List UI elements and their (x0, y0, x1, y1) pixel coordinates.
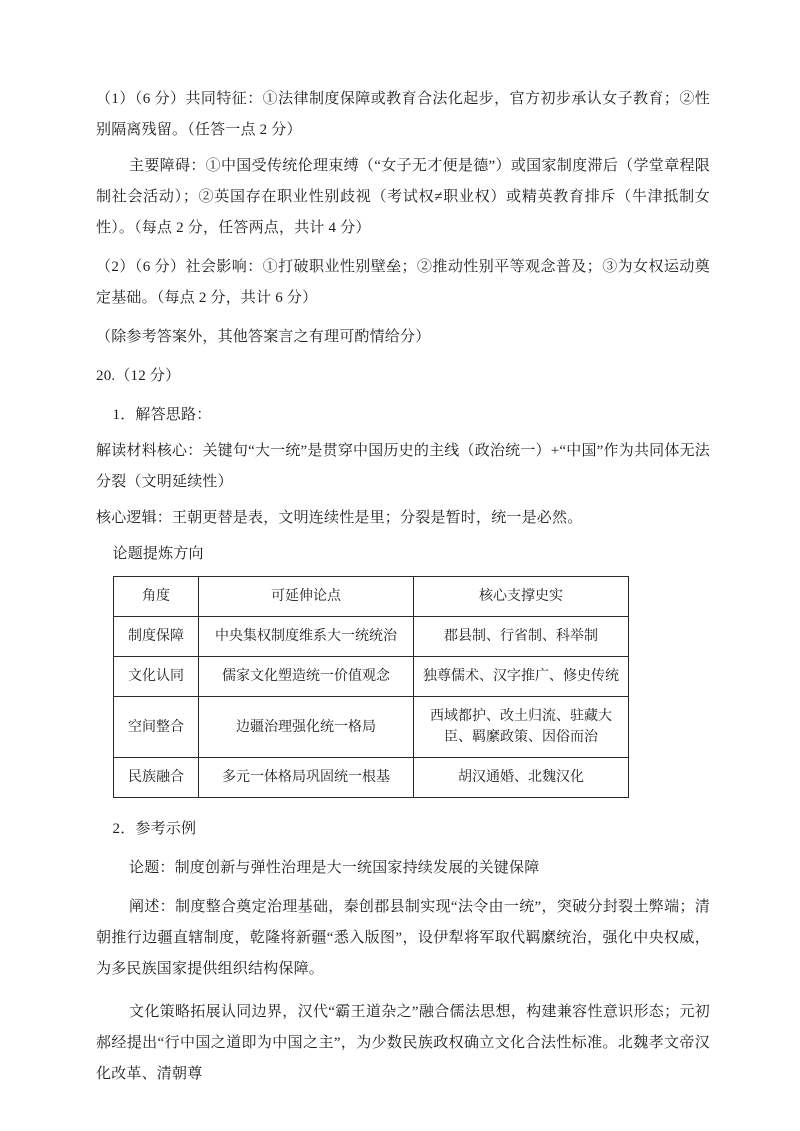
table-cell: 西域都护、改土归流、驻藏大臣、羁縻政策、因俗而治 (414, 697, 629, 758)
question-20-heading: 20.（12 分） (96, 368, 181, 384)
table-cell: 儒家文化塑造统一价值观念 (199, 657, 414, 697)
table-cell: 民族融合 (114, 758, 199, 798)
exposition-paragraph-2: 文化策略拓展认同边界，汉代“霸王道杂之”融合儒法思想，构建兼容性意识形态；元初郝经提出“行中国之道即为中国之主”，为少数民族政权确立文化合法性标准。北魏孝文帝汉化改革、清朝尊 (96, 1004, 710, 1082)
table-header-extended-point: 可延伸论点 (199, 577, 414, 617)
section-2-heading: 2．参考示例 (112, 821, 197, 837)
table-row (114, 617, 629, 657)
table-header-row (114, 577, 629, 617)
table-cell: 胡汉通婚、北魏汉化 (414, 758, 629, 798)
table-cell: 郡县制、行省制、科举制 (414, 617, 629, 657)
table-header-supporting-fact: 核心支撑史实 (414, 577, 629, 617)
core-logic-paragraph: 核心逻辑：王朝更替是表，文明连续性是里；分裂是暂时，统一是必然。 (96, 510, 583, 526)
answer-q19-part1: （1）（6 分）共同特征：①法律制度保障或教育合法化起步，官方初步承认女子教育；②性别隔离残留。（任答一点 2 分） (96, 91, 710, 138)
material-core-paragraph: 解读材料核心：关键句“大一统”是贯穿中国历史的主线（政治统一）+“中国”作为共同体无法分裂（文明延续性） (96, 443, 710, 490)
table-cell: 中央集权制度维系大一统统治 (199, 617, 414, 657)
table-row (114, 657, 629, 697)
thesis-statement: 论题：制度创新与弹性治理是大一统国家持续发展的关键保障 (129, 860, 540, 876)
table-row (114, 697, 629, 758)
table-row (114, 758, 629, 798)
table-cell: 独尊儒术、汉字推广、修史传统 (414, 657, 629, 697)
table-header-angle: 角度 (114, 577, 199, 617)
topic-extraction-table (113, 576, 629, 798)
table-cell: 边疆治理强化统一格局 (199, 697, 414, 758)
grading-note: （除参考答案外，其他答案言之有理可酌情给分） (96, 329, 431, 345)
answer-q19-part2: （2）（6 分）社会影响：①打破职业性别壁垒；②推动性别平等观念普及；③为女权运动奠定基础。（每点 2 分，共计 6 分） (96, 259, 710, 306)
answer-q19-obstacles: 主要障碍：①中国受传统伦理束缚（“女子无才便是德”）或国家制度滞后（学堂章程限制社会活动）；②英国存在职业性别歧视（考试权≠职业权）或精英教育排斥（牛津抵制女性）。（每点 2 分，任答两点，共计 4 分） (96, 158, 710, 236)
exposition-paragraph-1: 阐述：制度整合奠定治理基础，秦创郡县制实现“法令由一统”，突破分封裂土弊端；清朝推行边疆直辖制度，乾隆将新疆“悉入版图”，设伊犁将军取代羁縻统治，强化中央权威，为多民族国家提供组织结构保障。 (96, 899, 710, 977)
table-cell: 多元一体格局巩固统一根基 (199, 758, 414, 798)
table-cell: 空间整合 (114, 697, 199, 758)
table-title: 论题提炼方向 (112, 546, 204, 562)
table-cell: 制度保障 (114, 617, 199, 657)
table-cell: 文化认同 (114, 657, 199, 697)
section-1-heading: 1．解答思路： (112, 407, 212, 423)
